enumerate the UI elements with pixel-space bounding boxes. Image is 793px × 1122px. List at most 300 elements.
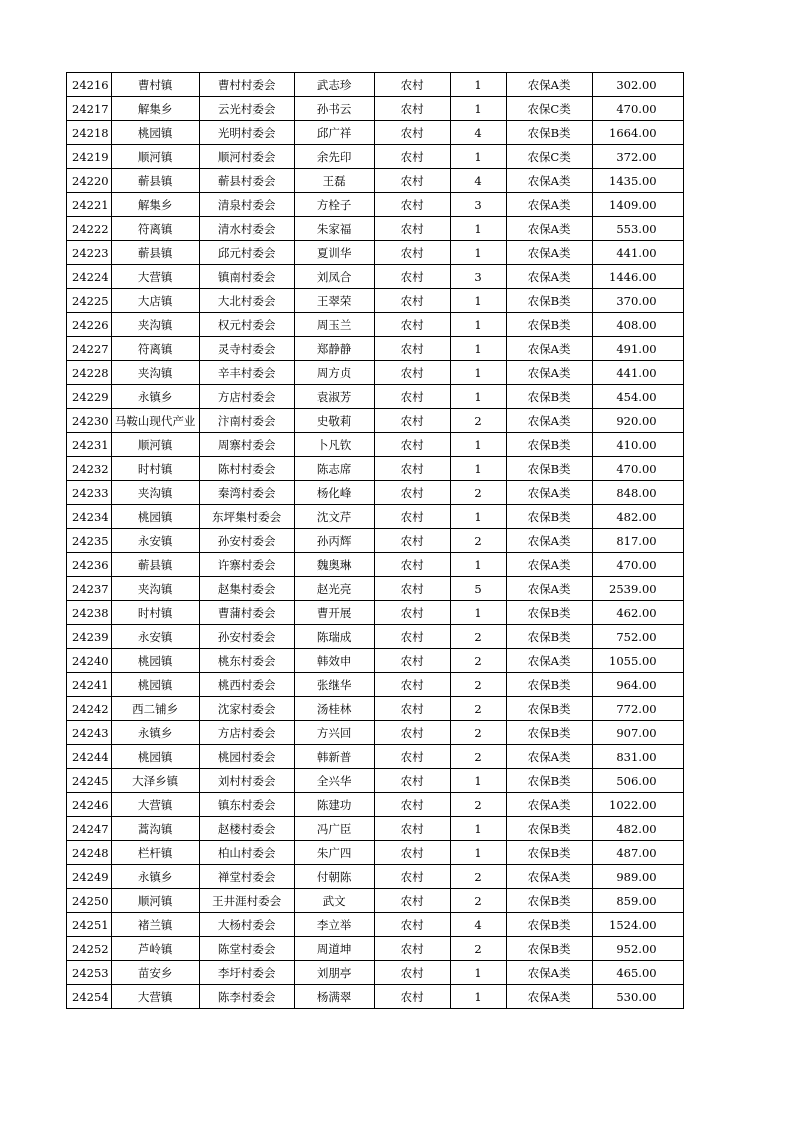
town-cell: 西二铺乡 (111, 697, 199, 721)
town-cell: 顺河镇 (111, 889, 199, 913)
village-committee-cell: 顺河村委会 (199, 145, 294, 169)
record-id-cell: 24250 (67, 889, 112, 913)
amount-cell: 1055.00 (592, 649, 683, 673)
person-name-cell: 方栓子 (294, 193, 374, 217)
household-count-cell: 1 (450, 961, 506, 985)
table-row (67, 457, 684, 481)
insurance-class-cell: 农保C类 (506, 145, 592, 169)
household-count-cell: 1 (450, 985, 506, 1009)
person-name-cell: 陈建功 (294, 793, 374, 817)
village-committee-cell: 清泉村委会 (199, 193, 294, 217)
person-name-cell: 陈瑞成 (294, 625, 374, 649)
person-name-cell: 余先印 (294, 145, 374, 169)
town-cell: 桃园镇 (111, 745, 199, 769)
record-id-cell: 24244 (67, 745, 112, 769)
household-count-cell: 3 (450, 193, 506, 217)
household-count-cell: 4 (450, 169, 506, 193)
insurance-class-cell: 农保A类 (506, 265, 592, 289)
record-id-cell: 24252 (67, 937, 112, 961)
table-row (67, 697, 684, 721)
area-type-cell: 农村 (374, 697, 450, 721)
insurance-class-cell: 农保B类 (506, 313, 592, 337)
person-name-cell: 周玉兰 (294, 313, 374, 337)
table-row (67, 289, 684, 313)
household-count-cell: 3 (450, 265, 506, 289)
table-row (67, 985, 684, 1009)
village-committee-cell: 柏山村委会 (199, 841, 294, 865)
record-id-cell: 24249 (67, 865, 112, 889)
household-count-cell: 1 (450, 145, 506, 169)
household-count-cell: 1 (450, 241, 506, 265)
town-cell: 蕲县镇 (111, 169, 199, 193)
household-count-cell: 2 (450, 673, 506, 697)
village-committee-cell: 陈李村委会 (199, 985, 294, 1009)
person-name-cell: 张继华 (294, 673, 374, 697)
record-id-cell: 24254 (67, 985, 112, 1009)
town-cell: 时村镇 (111, 457, 199, 481)
insurance-class-cell: 农保B类 (506, 673, 592, 697)
household-count-cell: 2 (450, 721, 506, 745)
village-committee-cell: 王井涯村委会 (199, 889, 294, 913)
insurance-class-cell: 农保B类 (506, 841, 592, 865)
village-committee-cell: 灵寺村委会 (199, 337, 294, 361)
insurance-class-cell: 农保B类 (506, 913, 592, 937)
amount-cell: 482.00 (592, 505, 683, 529)
area-type-cell: 农村 (374, 529, 450, 553)
amount-cell: 752.00 (592, 625, 683, 649)
town-cell: 苗安乡 (111, 961, 199, 985)
town-cell: 桃园镇 (111, 505, 199, 529)
insurance-class-cell: 农保A类 (506, 73, 592, 97)
table-row (67, 841, 684, 865)
person-name-cell: 李立举 (294, 913, 374, 937)
table-row (67, 553, 684, 577)
town-cell: 曹村镇 (111, 73, 199, 97)
record-id-cell: 24229 (67, 385, 112, 409)
household-count-cell: 5 (450, 577, 506, 601)
record-id-cell: 24240 (67, 649, 112, 673)
record-id-cell: 24224 (67, 265, 112, 289)
record-id-cell: 24239 (67, 625, 112, 649)
person-name-cell: 武文 (294, 889, 374, 913)
table-row (67, 193, 684, 217)
insurance-class-cell: 农保B类 (506, 289, 592, 313)
village-committee-cell: 云光村委会 (199, 97, 294, 121)
town-cell: 褚兰镇 (111, 913, 199, 937)
person-name-cell: 王翠荣 (294, 289, 374, 313)
village-committee-cell: 李圩村委会 (199, 961, 294, 985)
area-type-cell: 农村 (374, 481, 450, 505)
household-count-cell: 1 (450, 337, 506, 361)
town-cell: 永安镇 (111, 529, 199, 553)
amount-cell: 831.00 (592, 745, 683, 769)
household-count-cell: 2 (450, 889, 506, 913)
record-id-cell: 24243 (67, 721, 112, 745)
record-id-cell: 24220 (67, 169, 112, 193)
household-count-cell: 2 (450, 865, 506, 889)
insurance-class-cell: 农保B类 (506, 721, 592, 745)
record-id-cell: 24223 (67, 241, 112, 265)
amount-cell: 470.00 (592, 553, 683, 577)
area-type-cell: 农村 (374, 505, 450, 529)
amount-cell: 462.00 (592, 601, 683, 625)
household-count-cell: 1 (450, 457, 506, 481)
insurance-class-cell: 农保B类 (506, 625, 592, 649)
area-type-cell: 农村 (374, 97, 450, 121)
table-row (67, 961, 684, 985)
village-committee-cell: 沈家村委会 (199, 697, 294, 721)
record-id-cell: 24231 (67, 433, 112, 457)
record-id-cell: 24238 (67, 601, 112, 625)
area-type-cell: 农村 (374, 385, 450, 409)
person-name-cell: 冯广臣 (294, 817, 374, 841)
town-cell: 马鞍山现代产业 (111, 409, 199, 433)
record-id-cell: 24251 (67, 913, 112, 937)
household-count-cell: 2 (450, 529, 506, 553)
person-name-cell: 卜凡钦 (294, 433, 374, 457)
amount-cell: 848.00 (592, 481, 683, 505)
area-type-cell: 农村 (374, 577, 450, 601)
town-cell: 桃园镇 (111, 673, 199, 697)
amount-cell: 482.00 (592, 817, 683, 841)
village-committee-cell: 赵集村委会 (199, 577, 294, 601)
amount-cell: 1524.00 (592, 913, 683, 937)
village-committee-cell: 镇东村委会 (199, 793, 294, 817)
area-type-cell: 农村 (374, 937, 450, 961)
town-cell: 芦岭镇 (111, 937, 199, 961)
insurance-class-cell: 农保A类 (506, 985, 592, 1009)
table-row (67, 721, 684, 745)
village-committee-cell: 秦湾村委会 (199, 481, 294, 505)
insurance-class-cell: 农保B类 (506, 769, 592, 793)
table-row (67, 97, 684, 121)
record-id-cell: 24236 (67, 553, 112, 577)
town-cell: 蕲县镇 (111, 241, 199, 265)
town-cell: 永镇乡 (111, 385, 199, 409)
amount-cell: 1409.00 (592, 193, 683, 217)
table-row (67, 529, 684, 553)
area-type-cell: 农村 (374, 793, 450, 817)
area-type-cell: 农村 (374, 889, 450, 913)
insurance-class-cell: 农保A类 (506, 409, 592, 433)
household-count-cell: 1 (450, 553, 506, 577)
area-type-cell: 农村 (374, 913, 450, 937)
amount-cell: 410.00 (592, 433, 683, 457)
area-type-cell: 农村 (374, 193, 450, 217)
table-row (67, 745, 684, 769)
insurance-class-cell: 农保B类 (506, 385, 592, 409)
village-committee-cell: 禅堂村委会 (199, 865, 294, 889)
insurance-class-cell: 农保B类 (506, 889, 592, 913)
town-cell: 夹沟镇 (111, 577, 199, 601)
town-cell: 时村镇 (111, 601, 199, 625)
insurance-class-cell: 农保A类 (506, 481, 592, 505)
area-type-cell: 农村 (374, 241, 450, 265)
table-row (67, 913, 684, 937)
village-committee-cell: 镇南村委会 (199, 265, 294, 289)
household-count-cell: 2 (450, 793, 506, 817)
village-committee-cell: 曹蒲村委会 (199, 601, 294, 625)
area-type-cell: 农村 (374, 649, 450, 673)
person-name-cell: 陈志席 (294, 457, 374, 481)
person-name-cell: 朱广四 (294, 841, 374, 865)
household-count-cell: 2 (450, 697, 506, 721)
amount-cell: 859.00 (592, 889, 683, 913)
roster-table (66, 72, 684, 1009)
record-id-cell: 24227 (67, 337, 112, 361)
amount-cell: 1022.00 (592, 793, 683, 817)
village-committee-cell: 辛丰村委会 (199, 361, 294, 385)
area-type-cell: 农村 (374, 601, 450, 625)
person-name-cell: 周道坤 (294, 937, 374, 961)
person-name-cell: 刘凤合 (294, 265, 374, 289)
table-row (67, 625, 684, 649)
record-id-cell: 24217 (67, 97, 112, 121)
person-name-cell: 杨满翠 (294, 985, 374, 1009)
insurance-class-cell: 农保A类 (506, 745, 592, 769)
area-type-cell: 农村 (374, 457, 450, 481)
household-count-cell: 1 (450, 841, 506, 865)
household-count-cell: 1 (450, 313, 506, 337)
household-count-cell: 1 (450, 217, 506, 241)
record-id-cell: 24221 (67, 193, 112, 217)
record-id-cell: 24218 (67, 121, 112, 145)
person-name-cell: 夏训华 (294, 241, 374, 265)
person-name-cell: 郑静静 (294, 337, 374, 361)
amount-cell: 1435.00 (592, 169, 683, 193)
area-type-cell: 农村 (374, 169, 450, 193)
amount-cell: 487.00 (592, 841, 683, 865)
person-name-cell: 袁淑芳 (294, 385, 374, 409)
insurance-class-cell: 农保B类 (506, 121, 592, 145)
record-id-cell: 24232 (67, 457, 112, 481)
insurance-class-cell: 农保A类 (506, 529, 592, 553)
insurance-class-cell: 农保B类 (506, 433, 592, 457)
area-type-cell: 农村 (374, 313, 450, 337)
household-count-cell: 1 (450, 817, 506, 841)
household-count-cell: 2 (450, 409, 506, 433)
area-type-cell: 农村 (374, 217, 450, 241)
record-id-cell: 24228 (67, 361, 112, 385)
village-committee-cell: 蕲县村委会 (199, 169, 294, 193)
area-type-cell: 农村 (374, 553, 450, 577)
town-cell: 蒿沟镇 (111, 817, 199, 841)
table-row (67, 337, 684, 361)
record-id-cell: 24216 (67, 73, 112, 97)
amount-cell: 964.00 (592, 673, 683, 697)
village-committee-cell: 桃东村委会 (199, 649, 294, 673)
insurance-class-cell: 农保A类 (506, 793, 592, 817)
village-committee-cell: 赵楼村委会 (199, 817, 294, 841)
table-row (67, 769, 684, 793)
area-type-cell: 农村 (374, 817, 450, 841)
table-row (67, 121, 684, 145)
household-count-cell: 1 (450, 433, 506, 457)
table-row (67, 241, 684, 265)
person-name-cell: 曹开展 (294, 601, 374, 625)
village-committee-cell: 东坪集村委会 (199, 505, 294, 529)
area-type-cell: 农村 (374, 961, 450, 985)
insurance-class-cell: 农保C类 (506, 97, 592, 121)
village-committee-cell: 权元村委会 (199, 313, 294, 337)
village-committee-cell: 方店村委会 (199, 385, 294, 409)
person-name-cell: 王磊 (294, 169, 374, 193)
amount-cell: 506.00 (592, 769, 683, 793)
person-name-cell: 全兴华 (294, 769, 374, 793)
record-id-cell: 24246 (67, 793, 112, 817)
record-id-cell: 24245 (67, 769, 112, 793)
household-count-cell: 2 (450, 649, 506, 673)
table-row (67, 169, 684, 193)
person-name-cell: 朱家福 (294, 217, 374, 241)
amount-cell: 952.00 (592, 937, 683, 961)
table-row (67, 217, 684, 241)
table-row (67, 865, 684, 889)
area-type-cell: 农村 (374, 745, 450, 769)
area-type-cell: 农村 (374, 721, 450, 745)
roster-body (67, 73, 684, 1009)
record-id-cell: 24230 (67, 409, 112, 433)
insurance-class-cell: 农保B类 (506, 505, 592, 529)
village-committee-cell: 大北村委会 (199, 289, 294, 313)
person-name-cell: 刘朋亭 (294, 961, 374, 985)
household-count-cell: 4 (450, 121, 506, 145)
person-name-cell: 孙书云 (294, 97, 374, 121)
table-row (67, 505, 684, 529)
area-type-cell: 农村 (374, 265, 450, 289)
town-cell: 栏杆镇 (111, 841, 199, 865)
town-cell: 夹沟镇 (111, 361, 199, 385)
area-type-cell: 农村 (374, 361, 450, 385)
town-cell: 符离镇 (111, 337, 199, 361)
table-row (67, 577, 684, 601)
record-id-cell: 24222 (67, 217, 112, 241)
insurance-class-cell: 农保A类 (506, 337, 592, 361)
household-count-cell: 1 (450, 505, 506, 529)
insurance-class-cell: 农保A类 (506, 553, 592, 577)
amount-cell: 817.00 (592, 529, 683, 553)
insurance-class-cell: 农保A类 (506, 649, 592, 673)
record-id-cell: 24235 (67, 529, 112, 553)
person-name-cell: 方兴回 (294, 721, 374, 745)
town-cell: 顺河镇 (111, 145, 199, 169)
person-name-cell: 魏奥琳 (294, 553, 374, 577)
amount-cell: 372.00 (592, 145, 683, 169)
area-type-cell: 农村 (374, 841, 450, 865)
table-row (67, 385, 684, 409)
village-committee-cell: 桃园村委会 (199, 745, 294, 769)
amount-cell: 772.00 (592, 697, 683, 721)
table-row (67, 265, 684, 289)
household-count-cell: 1 (450, 289, 506, 313)
household-count-cell: 1 (450, 73, 506, 97)
insurance-class-cell: 农保B类 (506, 937, 592, 961)
town-cell: 解集乡 (111, 193, 199, 217)
village-committee-cell: 陈村村委会 (199, 457, 294, 481)
person-name-cell: 赵光亮 (294, 577, 374, 601)
household-count-cell: 1 (450, 385, 506, 409)
town-cell: 解集乡 (111, 97, 199, 121)
town-cell: 永镇乡 (111, 865, 199, 889)
household-count-cell: 2 (450, 625, 506, 649)
town-cell: 大泽乡镇 (111, 769, 199, 793)
record-id-cell: 24225 (67, 289, 112, 313)
amount-cell: 530.00 (592, 985, 683, 1009)
table-row (67, 649, 684, 673)
household-count-cell: 1 (450, 769, 506, 793)
record-id-cell: 24237 (67, 577, 112, 601)
town-cell: 夹沟镇 (111, 313, 199, 337)
table-row (67, 601, 684, 625)
amount-cell: 920.00 (592, 409, 683, 433)
amount-cell: 470.00 (592, 97, 683, 121)
amount-cell: 907.00 (592, 721, 683, 745)
insurance-class-cell: 农保B类 (506, 817, 592, 841)
amount-cell: 1446.00 (592, 265, 683, 289)
insurance-class-cell: 农保B类 (506, 457, 592, 481)
insurance-class-cell: 农保A类 (506, 193, 592, 217)
insurance-class-cell: 农保A类 (506, 241, 592, 265)
person-name-cell: 付朝陈 (294, 865, 374, 889)
amount-cell: 441.00 (592, 361, 683, 385)
village-committee-cell: 汴南村委会 (199, 409, 294, 433)
town-cell: 大营镇 (111, 793, 199, 817)
record-id-cell: 24234 (67, 505, 112, 529)
record-id-cell: 24226 (67, 313, 112, 337)
person-name-cell: 韩效申 (294, 649, 374, 673)
amount-cell: 470.00 (592, 457, 683, 481)
area-type-cell: 农村 (374, 289, 450, 313)
household-count-cell: 2 (450, 937, 506, 961)
insurance-class-cell: 农保B类 (506, 697, 592, 721)
record-id-cell: 24242 (67, 697, 112, 721)
area-type-cell: 农村 (374, 409, 450, 433)
insurance-class-cell: 农保A类 (506, 961, 592, 985)
area-type-cell: 农村 (374, 985, 450, 1009)
table-row (67, 361, 684, 385)
village-committee-cell: 桃西村委会 (199, 673, 294, 697)
town-cell: 蕲县镇 (111, 553, 199, 577)
insurance-class-cell: 农保A类 (506, 361, 592, 385)
village-committee-cell: 周寨村委会 (199, 433, 294, 457)
household-count-cell: 2 (450, 481, 506, 505)
person-name-cell: 邱广祥 (294, 121, 374, 145)
village-committee-cell: 刘村村委会 (199, 769, 294, 793)
amount-cell: 553.00 (592, 217, 683, 241)
village-committee-cell: 方店村委会 (199, 721, 294, 745)
village-committee-cell: 邱元村委会 (199, 241, 294, 265)
amount-cell: 491.00 (592, 337, 683, 361)
record-id-cell: 24241 (67, 673, 112, 697)
village-committee-cell: 许寨村委会 (199, 553, 294, 577)
town-cell: 大营镇 (111, 265, 199, 289)
town-cell: 大店镇 (111, 289, 199, 313)
area-type-cell: 农村 (374, 121, 450, 145)
village-committee-cell: 曹村村委会 (199, 73, 294, 97)
insurance-class-cell: 农保A类 (506, 169, 592, 193)
household-count-cell: 1 (450, 601, 506, 625)
amount-cell: 408.00 (592, 313, 683, 337)
amount-cell: 302.00 (592, 73, 683, 97)
area-type-cell: 农村 (374, 73, 450, 97)
area-type-cell: 农村 (374, 145, 450, 169)
area-type-cell: 农村 (374, 625, 450, 649)
amount-cell: 2539.00 (592, 577, 683, 601)
town-cell: 夹沟镇 (111, 481, 199, 505)
amount-cell: 1664.00 (592, 121, 683, 145)
village-committee-cell: 大杨村委会 (199, 913, 294, 937)
amount-cell: 441.00 (592, 241, 683, 265)
